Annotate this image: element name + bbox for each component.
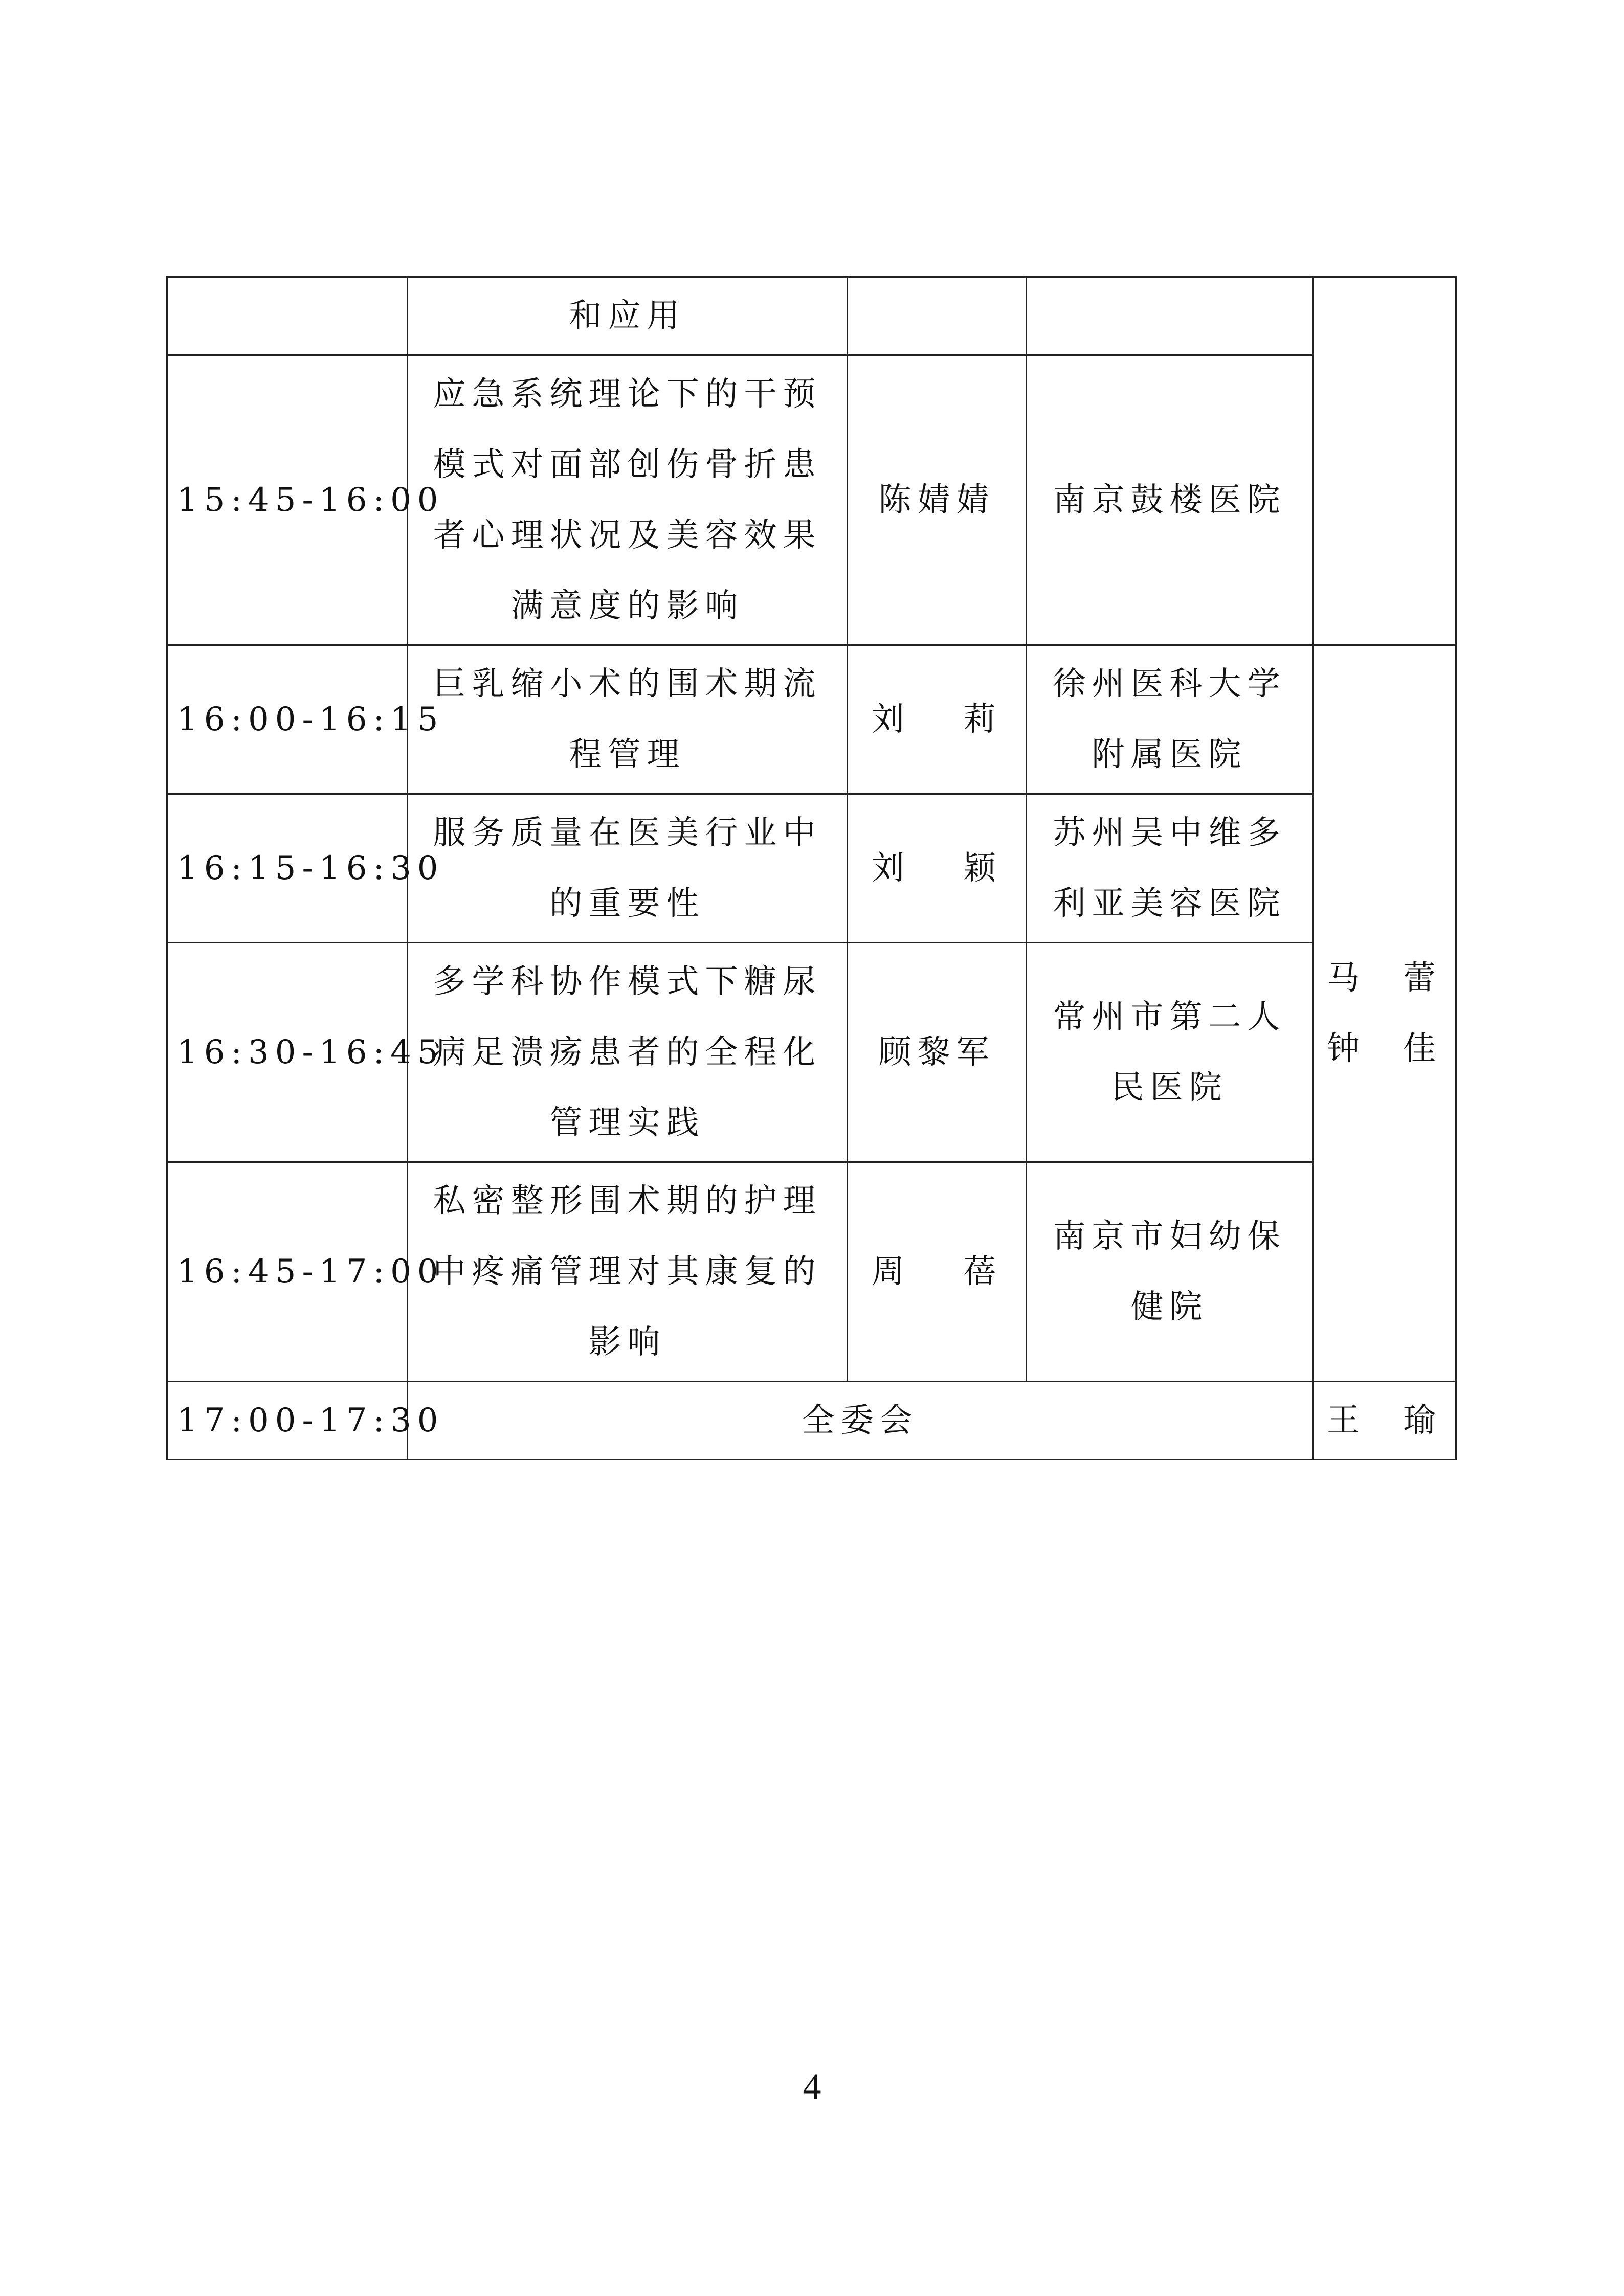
time-cell <box>167 277 408 355</box>
topic-cell: 巨乳缩小术的围术期流程管理 <box>408 645 848 794</box>
speaker-cell <box>848 943 1027 1162</box>
speaker-cell <box>848 277 1027 355</box>
speaker-name: 陈婧婧 <box>878 481 995 519</box>
speaker-given-name: 颖 <box>963 849 1002 887</box>
speaker-cell <box>848 1162 1027 1382</box>
speaker-cell <box>848 794 1027 943</box>
table-row <box>167 277 1456 355</box>
topic-cell: 私密整形围术期的护理中疼痛管理对其康复的影响 <box>408 1162 848 1382</box>
speaker-given-name: 蓓 <box>963 1253 1002 1291</box>
host-name: 钟 佳 <box>1327 1029 1442 1068</box>
affiliation-cell: 南京鼓楼医院 <box>1027 355 1313 645</box>
plenary-title: 全委会 <box>408 1382 1313 1460</box>
speaker-name: 顾黎军 <box>878 1033 995 1071</box>
time-cell: 16:00-16:15 <box>167 645 408 794</box>
speaker-surname: 周 <box>872 1253 910 1291</box>
table-row <box>167 943 1456 1162</box>
affiliation-cell <box>1027 277 1313 355</box>
time-cell: 16:15-16:30 <box>167 794 408 943</box>
time-cell: 16:30-16:45 <box>167 943 408 1162</box>
plenary-row <box>167 1382 1456 1460</box>
speaker-surname: 刘 <box>872 849 910 887</box>
speaker-given-name: 莉 <box>963 701 1002 738</box>
time-cell: 17:00-17:30 <box>167 1382 408 1460</box>
host-cell-empty <box>1313 277 1456 645</box>
speaker-surname: 刘 <box>872 701 910 738</box>
time-cell: 15:45-16:00 <box>167 355 408 645</box>
host-cell <box>1313 1382 1456 1460</box>
time-cell: 16:45-17:00 <box>167 1162 408 1382</box>
host-name: 王 瑜 <box>1327 1402 1442 1439</box>
page-number: 4 <box>803 2066 821 2107</box>
host-name: 马 蕾 <box>1327 959 1442 997</box>
table-row <box>167 355 1456 645</box>
topic-cell: 多学科协作模式下糖尿病足溃疡患者的全程化管理实践 <box>408 943 848 1162</box>
table-row <box>167 794 1456 943</box>
affiliation-cell: 南京市妇幼保健院 <box>1027 1162 1313 1382</box>
host-cell <box>1313 645 1456 1382</box>
speaker-cell <box>848 645 1027 794</box>
topic-cell: 服务质量在医美行业中的重要性 <box>408 794 848 943</box>
speaker-cell <box>848 355 1027 645</box>
table-row <box>167 1162 1456 1382</box>
table-row <box>167 645 1456 794</box>
schedule-table <box>166 276 1457 1460</box>
topic-cell: 应急系统理论下的干预模式对面部创伤骨折患者心理状况及美容效果满意度的影响 <box>408 355 848 645</box>
affiliation-cell: 苏州吴中维多利亚美容医院 <box>1027 794 1313 943</box>
affiliation-cell: 常州市第二人民医院 <box>1027 943 1313 1162</box>
topic-cell: 和应用 <box>408 277 848 355</box>
affiliation-cell: 徐州医科大学附属医院 <box>1027 645 1313 794</box>
